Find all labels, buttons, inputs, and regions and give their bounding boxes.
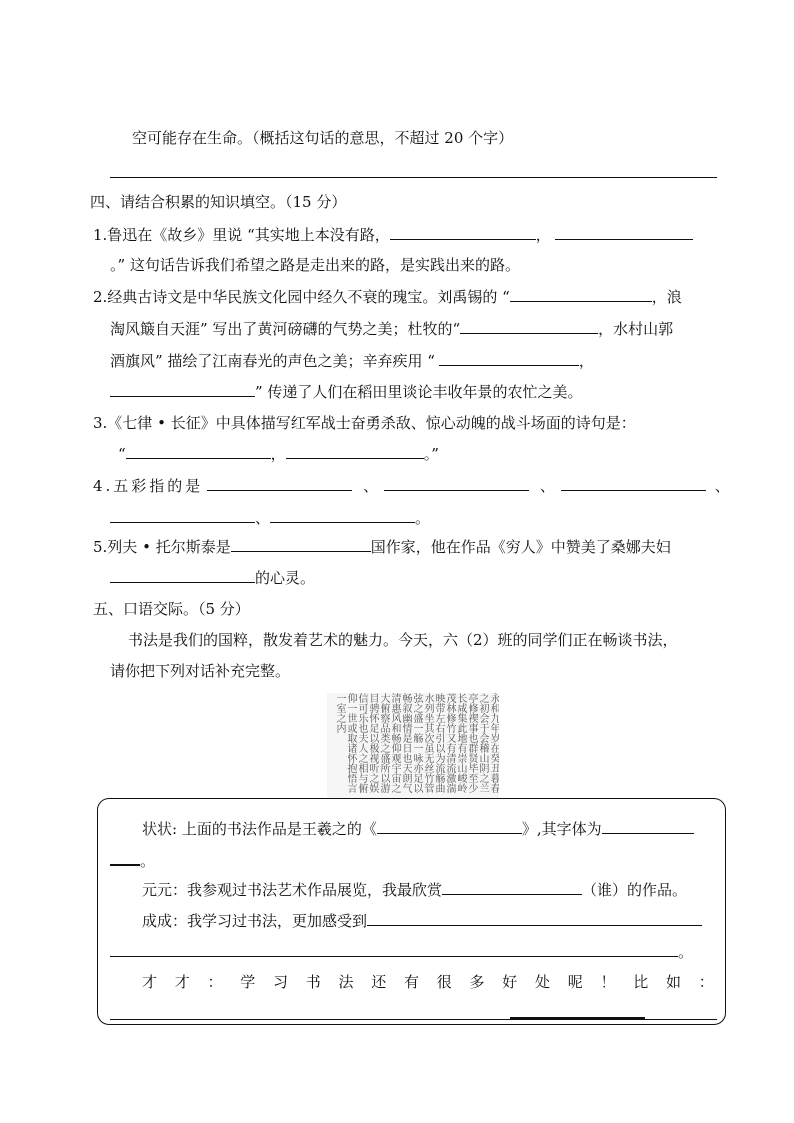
caicai-char: 书 <box>305 973 321 991</box>
dialog-chengcheng <box>142 910 702 931</box>
q4-sep-4: 、 <box>255 509 271 527</box>
q3-blank-1[interactable] <box>126 443 271 459</box>
yy-text-a: 元元：我参观过书法艺术作品展览，我最欣赏 <box>142 881 443 899</box>
cc-blank-1[interactable] <box>367 910 702 926</box>
caicai-char: 才 <box>142 973 158 991</box>
caicai-char: 很 <box>436 973 452 991</box>
q4-sep-2: 、 <box>539 477 555 495</box>
q5-text-b: 国作家，他在作品《穷人》中赞美了桑娜夫妇 <box>370 538 671 556</box>
q2-text-a: 2.经典古诗文是中华民族文化园中经久不衰的瑰宝。刘禹锡的 “ <box>93 288 510 306</box>
q1-line1 <box>93 224 693 245</box>
caicai-char: ： <box>207 973 223 991</box>
top-line: 空可能存在生命。（概括这句话的意思，不超过 20 个字） <box>132 129 514 147</box>
q1-text-b: ， <box>535 226 551 244</box>
q4-line2 <box>110 507 430 528</box>
q4-blank-2[interactable] <box>384 475 529 491</box>
q5-line2 <box>110 567 315 588</box>
caicai-char: 法 <box>338 973 354 991</box>
calligraphy-image <box>327 693 499 798</box>
zz-blank-2[interactable] <box>602 818 694 834</box>
q2-text-b: ，浪 <box>651 288 682 306</box>
q3-line2 <box>118 443 439 464</box>
caicai-char: 多 <box>469 973 485 991</box>
q2-blank-2[interactable] <box>460 318 598 334</box>
section5-title: 五、口语交际。（5 分） <box>93 600 250 618</box>
caicai-char: 比 <box>633 973 649 991</box>
q2-line3 <box>110 350 594 371</box>
caicai-char: 才 <box>174 973 190 991</box>
zz-text-c: 。 <box>140 852 156 870</box>
q3-line1: 3.《七律 • 长征》中具体描写红军战士奋勇杀敌、惊心动魄的战斗场面的诗句是： <box>93 414 636 432</box>
dialog-yuanyuan <box>142 879 687 900</box>
q2-line2 <box>110 318 673 339</box>
caicai-char: 好 <box>502 973 518 991</box>
yy-blank-1[interactable] <box>442 879 582 895</box>
q4-blank-4[interactable] <box>110 507 255 523</box>
q2-text-c: 淘风簸自天涯” 写出了黄河磅礴的气势之美；杜牧的“ <box>110 320 461 338</box>
cc-text-b: 。 <box>678 943 694 961</box>
q1-blank-1[interactable] <box>390 224 536 240</box>
q2-text-g: ” 传递了人们在稻田里谈论丰收年景的农忙之美。 <box>255 383 583 401</box>
q2-blank-4[interactable] <box>110 381 255 397</box>
q4-text-a: 4.五彩指的是 <box>93 477 204 495</box>
cc-blank-2[interactable] <box>110 941 678 957</box>
q4-line1 <box>93 475 730 496</box>
zz-blank-1[interactable] <box>377 818 522 834</box>
q2-blank-1[interactable] <box>510 286 652 302</box>
q5-text-a: 5.列夫 • 托尔斯泰是 <box>93 538 231 556</box>
dialog-zhuangzhuang-line2 <box>110 849 155 871</box>
caicai-char: 如 <box>666 973 682 991</box>
zz-blank-3[interactable] <box>110 849 140 866</box>
caicai-char: ： <box>698 973 714 991</box>
caicai-answer-line-bold <box>510 1017 645 1019</box>
q2-blank-3[interactable] <box>439 350 579 366</box>
section5-intro-1: 书法是我们的国粹，散发着艺术的魅力。今天，六（2）班的同学们正在畅谈书法， <box>128 631 678 649</box>
q2-line4 <box>110 381 582 402</box>
cc-text-a: 成成：我学习过书法，更加感受到 <box>142 912 368 930</box>
dialog-chengcheng-line2 <box>110 941 693 962</box>
caicai-char: 学 <box>240 973 256 991</box>
q2-text-f: ， <box>578 352 594 370</box>
q4-blank-5[interactable] <box>270 507 415 523</box>
caicai-char: ！ <box>600 973 616 991</box>
q4-sep-1: 、 <box>363 477 379 495</box>
q2-line1 <box>93 286 682 307</box>
q3-text-d: 。” <box>423 445 439 463</box>
q4-end: 。 <box>415 509 431 527</box>
q4-blank-1[interactable] <box>207 475 352 491</box>
caicai-char: 呢 <box>567 973 583 991</box>
q3-blank-2[interactable] <box>286 443 424 459</box>
section4-title: 四、请结合积累的知识填空。（15 分） <box>90 193 347 211</box>
q1-blank-2[interactable] <box>555 224 693 240</box>
caicai-char: 处 <box>535 973 551 991</box>
q3-text-b: “ <box>118 445 126 463</box>
zz-text-a: 状状: 上面的书法作品是王羲之的《 <box>142 820 377 838</box>
q5-text-c: 的心灵。 <box>255 569 316 587</box>
answer-line <box>110 177 717 178</box>
q2-text-d: ，水村山郭 <box>598 320 674 338</box>
q1-line2: 。” 这句话告诉我们希望之路是走出来的路，是实践出来的路。 <box>110 256 520 274</box>
q5-blank-2[interactable] <box>110 567 255 583</box>
q2-text-e: 酒旗风” 描绘了江南春光的声色之美；辛弃疾用 “ <box>110 352 435 370</box>
q4-blank-3[interactable] <box>561 475 706 491</box>
q3-text-c: ， <box>270 445 286 463</box>
zz-text-b: 》,其字体为 <box>521 820 602 838</box>
caicai-char: 习 <box>273 973 289 991</box>
caicai-answer-line <box>110 1019 717 1020</box>
caicai-char: 还 <box>371 973 387 991</box>
yy-text-b: （谁）的作品。 <box>582 881 688 899</box>
dialog-zhuangzhuang <box>142 818 694 839</box>
q4-sep-3: 、 <box>714 477 730 495</box>
caicai-char: 有 <box>404 973 420 991</box>
q1-text-a: 1.鲁迅在《故乡》里说 “其实地上本没有路， <box>93 226 390 244</box>
section5-intro-2: 请你把下列对话补充完整。 <box>110 662 291 680</box>
calligraphy-columns: 永和九年岁在癸丑暮春之初会于会稽山阴之兰亭修禊事也群贤毕至少长咸集此地有崇山峻岭茂林修竹又有清流激湍映带左右引以为流觞曲水列坐其次虽无丝竹管弦之盛一觞一咏亦足以畅叙幽情是日也天朗气清惠风和畅仰观宇宙之大俯察品类之盛所以游目骋怀足以极视听之娱信可乐也夫人之相与俯仰一世或取诸怀抱悟言一室之内 <box>334 693 499 793</box>
dialog-caicai <box>142 972 714 992</box>
q5-line1 <box>93 536 671 557</box>
q5-blank-1[interactable] <box>231 536 371 552</box>
